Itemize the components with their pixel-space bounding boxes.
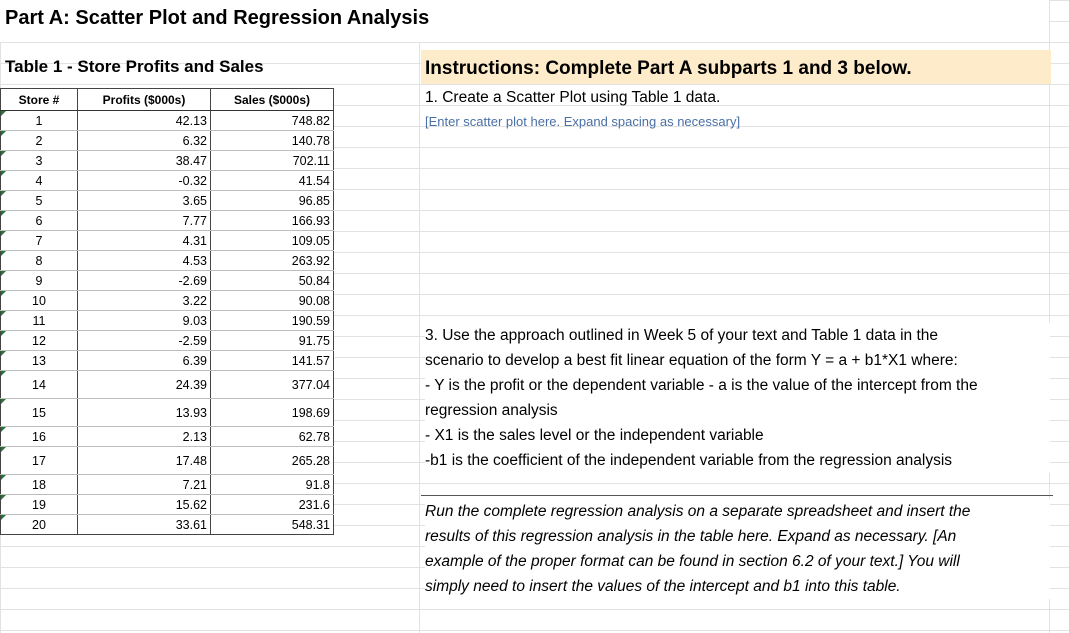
cell-store[interactable] — [1, 331, 78, 351]
table-row — [1, 515, 334, 535]
cell-store-value: 6 — [35, 213, 43, 228]
cell-store-value: 1 — [35, 113, 43, 128]
step3-instruction[interactable] — [425, 323, 1050, 473]
table-title: Table 1 - Store Profits and Sales — [5, 57, 264, 76]
number-as-text-indicator-icon — [1, 371, 6, 376]
cell-store-value: 17 — [32, 453, 46, 468]
table-row — [1, 231, 334, 251]
table-row — [1, 111, 334, 131]
cell-store-value: 7 — [35, 233, 43, 248]
cell-store[interactable] — [1, 495, 78, 515]
table-row — [1, 399, 334, 427]
table-row — [1, 191, 334, 211]
cell-store-value: 10 — [32, 293, 46, 308]
cell-sales[interactable] — [211, 251, 334, 271]
cell-store[interactable] — [1, 191, 78, 211]
cell-store[interactable] — [1, 399, 78, 427]
step3-line: - X1 is the sales level or the independent variable — [425, 427, 764, 444]
table-row — [1, 331, 334, 351]
cell-store[interactable] — [1, 351, 78, 371]
table-row — [1, 427, 334, 447]
cell-sales[interactable] — [211, 151, 334, 171]
cell-profits[interactable] — [78, 515, 211, 535]
cell-profits-value: 7.21 — [182, 477, 207, 492]
cell-sales[interactable] — [211, 271, 334, 291]
number-as-text-indicator-icon — [1, 151, 6, 156]
step3-line: scenario to develop a best fit linear equation of the form Y = a + b1*X1 where: — [425, 352, 958, 369]
cell-sales-value: 141.57 — [291, 353, 330, 368]
table-row — [1, 211, 334, 231]
cell-profits-value: 9.03 — [182, 313, 207, 328]
table-header-row — [1, 89, 334, 111]
cell-profits[interactable] — [78, 251, 211, 271]
cell-store[interactable] — [1, 111, 78, 131]
cell-profits-value: -2.59 — [178, 333, 207, 348]
cell-store-value: 15 — [32, 405, 46, 420]
cell-sales[interactable] — [211, 331, 334, 351]
cell-sales-value: 91.75 — [298, 333, 330, 348]
instructions-title[interactable]: Instructions: Complete Part A subparts 1 and 3 below. — [425, 58, 912, 79]
number-as-text-indicator-icon — [1, 447, 6, 452]
cell-sales[interactable] — [211, 131, 334, 151]
cell-sales[interactable] — [211, 211, 334, 231]
cell-store[interactable] — [1, 271, 78, 291]
number-as-text-indicator-icon — [1, 111, 6, 116]
number-as-text-indicator-icon — [1, 351, 6, 356]
cell-sales[interactable] — [211, 475, 334, 495]
cell-store-value: 4 — [35, 173, 43, 188]
cell-profits-value: 24.39 — [175, 377, 207, 392]
header-store[interactable]: Store # — [1, 89, 78, 111]
table-row — [1, 495, 334, 515]
section-divider — [421, 495, 1053, 496]
cell-store-value: 19 — [32, 497, 46, 512]
cell-store[interactable] — [1, 371, 78, 399]
cell-sales-value: 198.69 — [291, 405, 330, 420]
step1-instruction[interactable]: 1. Create a Scatter Plot using Table 1 data. — [425, 89, 721, 106]
cell-sales[interactable] — [211, 111, 334, 131]
cell-store-value: 5 — [35, 193, 43, 208]
number-as-text-indicator-icon — [1, 399, 6, 404]
table-row — [1, 291, 334, 311]
cell-sales-value: 90.08 — [298, 293, 330, 308]
cell-profits[interactable] — [78, 331, 211, 351]
cell-profits-value: 17.48 — [175, 453, 207, 468]
number-as-text-indicator-icon — [1, 495, 6, 500]
cell-profits-value: 4.31 — [182, 233, 207, 248]
regression-line: example of the proper format can be found in section 6.2 of your text.] You will — [425, 553, 960, 570]
number-as-text-indicator-icon — [1, 231, 6, 236]
cell-store[interactable] — [1, 515, 78, 535]
cell-store[interactable] — [1, 251, 78, 271]
step3-line: 3. Use the approach outlined in Week 5 of your text and Table 1 data in the — [425, 327, 938, 344]
cell-store-value: 13 — [32, 353, 46, 368]
number-as-text-indicator-icon — [1, 171, 6, 176]
cell-sales[interactable] — [211, 495, 334, 515]
cell-store-value: 20 — [32, 517, 46, 532]
cell-profits[interactable] — [78, 311, 211, 331]
table-row — [1, 131, 334, 151]
cell-profits-value: 6.32 — [182, 133, 207, 148]
regression-line: results of this regression analysis in the table here. Expand as necessary. [An — [425, 528, 957, 545]
cell-store[interactable] — [1, 211, 78, 231]
table-row — [1, 447, 334, 475]
cell-profits-value: -2.69 — [178, 273, 207, 288]
table-row — [1, 251, 334, 271]
cell-profits[interactable] — [78, 271, 211, 291]
cell-profits[interactable] — [78, 475, 211, 495]
cell-sales-value: 91.8 — [305, 477, 330, 492]
cell-sales-value: 748.82 — [291, 113, 330, 128]
number-as-text-indicator-icon — [1, 211, 6, 216]
regression-line: Run the complete regression analysis on a separate spreadsheet and insert the — [425, 503, 971, 520]
cell-sales[interactable] — [211, 371, 334, 399]
cell-sales[interactable] — [211, 427, 334, 447]
cell-profits-value: 15.62 — [175, 497, 207, 512]
cell-profits[interactable] — [78, 291, 211, 311]
cell-sales[interactable] — [211, 171, 334, 191]
number-as-text-indicator-icon — [1, 311, 6, 316]
cell-sales-value: 265.28 — [291, 453, 330, 468]
number-as-text-indicator-icon — [1, 271, 6, 276]
cell-sales-value: 140.78 — [291, 133, 330, 148]
cell-store-value: 16 — [32, 429, 46, 444]
number-as-text-indicator-icon — [1, 427, 6, 432]
cell-store-value: 18 — [32, 477, 46, 492]
cell-sales[interactable] — [211, 399, 334, 427]
cell-profits[interactable] — [78, 151, 211, 171]
page-title: Part A: Scatter Plot and Regression Analysis — [5, 7, 430, 29]
cell-profits-value: 3.22 — [182, 293, 207, 308]
cell-store-value: 14 — [32, 377, 46, 392]
grid-column-line — [419, 0, 420, 633]
cell-profits-value: 33.61 — [175, 517, 207, 532]
table-row — [1, 351, 334, 371]
number-as-text-indicator-icon — [1, 331, 6, 336]
cell-store[interactable] — [1, 131, 78, 151]
cell-profits-value: 3.65 — [182, 193, 207, 208]
cell-profits-value: 38.47 — [175, 153, 207, 168]
number-as-text-indicator-icon — [1, 515, 6, 520]
cell-profits[interactable] — [78, 447, 211, 475]
cell-store[interactable] — [1, 311, 78, 331]
scatter-plot-placeholder[interactable]: [Enter scatter plot here. Expand spacing as necessary] — [425, 114, 741, 129]
cell-sales-value: 377.04 — [291, 377, 330, 392]
cell-profits[interactable] — [78, 131, 211, 151]
cell-store-value: 11 — [32, 313, 46, 328]
cell-store-value: 12 — [32, 333, 46, 348]
cell-profits-value: 7.77 — [182, 213, 207, 228]
cell-profits-value: -0.32 — [178, 173, 207, 188]
cell-sales-value: 109.05 — [291, 233, 330, 248]
cell-store[interactable] — [1, 427, 78, 447]
cell-sales[interactable] — [211, 311, 334, 331]
cell-profits[interactable] — [78, 171, 211, 191]
cell-store-value: 8 — [35, 253, 43, 268]
cell-sales[interactable] — [211, 447, 334, 475]
cell-store-value: 3 — [35, 153, 43, 168]
cell-profits-value: 42.13 — [175, 113, 207, 128]
header-profits[interactable]: Profits ($000s) — [78, 89, 211, 111]
cell-sales[interactable] — [211, 351, 334, 371]
cell-profits[interactable] — [78, 427, 211, 447]
number-as-text-indicator-icon — [1, 475, 6, 480]
step3-line: -b1 is the coefficient of the independent variable from the regression analysis — [425, 452, 953, 469]
cell-sales-value: 702.11 — [292, 153, 330, 168]
cell-store[interactable] — [1, 447, 78, 475]
number-as-text-indicator-icon — [1, 131, 6, 136]
cell-store-value: 9 — [35, 273, 43, 288]
number-as-text-indicator-icon — [1, 191, 6, 196]
table-row — [1, 171, 334, 191]
header-sales[interactable]: Sales ($000s) — [211, 89, 334, 111]
cell-store[interactable] — [1, 151, 78, 171]
cell-profits[interactable] — [78, 191, 211, 211]
cell-sales-value: 190.59 — [291, 313, 330, 328]
table-row — [1, 475, 334, 495]
cell-store[interactable] — [1, 291, 78, 311]
cell-profits-value: 13.93 — [175, 405, 207, 420]
cell-profits[interactable] — [78, 231, 211, 251]
cell-sales-value: 231.6 — [298, 497, 330, 512]
cell-profits[interactable] — [78, 399, 211, 427]
cell-store[interactable] — [1, 475, 78, 495]
table-row — [1, 311, 334, 331]
cell-sales[interactable] — [211, 231, 334, 251]
table-row — [1, 371, 334, 399]
regression-line: simply need to insert the values of the intercept and b1 into this table. — [425, 578, 901, 595]
cell-profits[interactable] — [78, 111, 211, 131]
cell-sales-value: 50.84 — [298, 273, 330, 288]
cell-profits[interactable] — [78, 371, 211, 399]
cell-sales-value: 263.92 — [291, 253, 330, 268]
cell-sales-value: 62.78 — [298, 429, 330, 444]
cell-profits[interactable] — [78, 211, 211, 231]
step3-line: regression analysis — [425, 402, 558, 419]
cell-profits[interactable] — [78, 351, 211, 371]
store-data-table — [0, 88, 334, 535]
cell-sales[interactable] — [211, 191, 334, 211]
table-row — [1, 271, 334, 291]
table-row — [1, 151, 334, 171]
cell-sales-value: 41.54 — [298, 173, 330, 188]
cell-profits[interactable] — [78, 495, 211, 515]
cell-sales-value: 548.31 — [291, 517, 330, 532]
number-as-text-indicator-icon — [1, 251, 6, 256]
cell-store[interactable] — [1, 171, 78, 191]
number-as-text-indicator-icon — [1, 291, 6, 296]
regression-instruction[interactable] — [425, 499, 1050, 599]
cell-store-value: 2 — [35, 133, 43, 148]
step3-line: - Y is the profit or the dependent variable - a is the value of the intercept from the — [425, 377, 978, 394]
cell-sales[interactable] — [211, 291, 334, 311]
cell-sales-value: 96.85 — [298, 193, 330, 208]
cell-store[interactable] — [1, 231, 78, 251]
cell-profits-value: 6.39 — [182, 353, 207, 368]
cell-sales[interactable] — [211, 515, 334, 535]
cell-profits-value: 2.13 — [182, 429, 207, 444]
cell-sales-value: 166.93 — [291, 213, 330, 228]
cell-profits-value: 4.53 — [182, 253, 207, 268]
